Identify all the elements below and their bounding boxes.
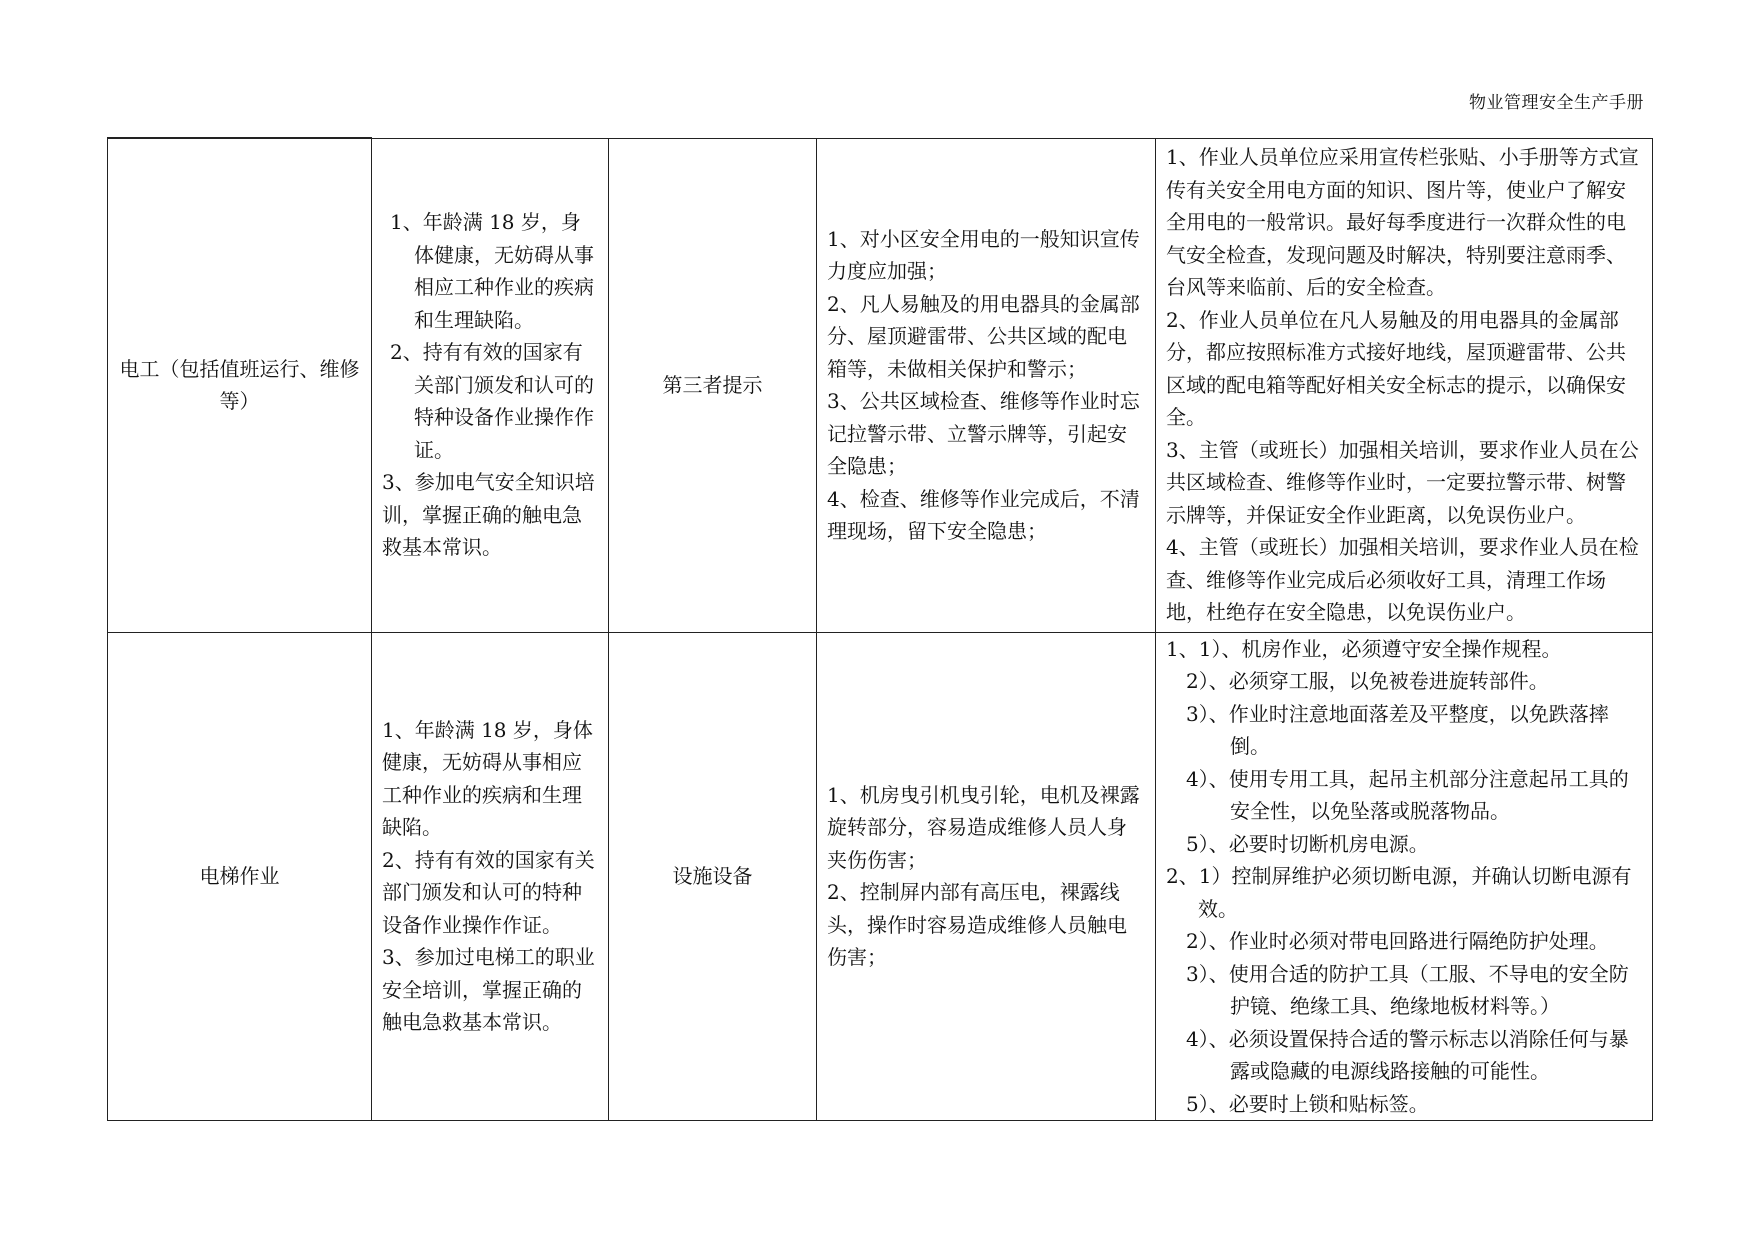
post-cell <box>108 632 372 1121</box>
requirement-item: 3、参加电气安全知识培训，掌握正确的触电急救基本常识。 <box>382 470 595 560</box>
post-name: 电梯作业 <box>199 864 280 888</box>
hazards-cell <box>817 632 1156 1121</box>
requirement-item: 2、持有有效的国家有关部门颁发和认可的特种设备作业操作作证。 <box>390 340 594 462</box>
requirement-item: 3、参加过电梯工的职业安全培训，掌握正确的触电急救基本常识。 <box>382 945 595 1035</box>
measure-item: 3）、作业时注意地面落差及平整度，以免跌落摔倒。 <box>1186 701 1609 758</box>
requirements-cell <box>372 632 609 1121</box>
measure-item: 4、主管（或班长）加强相关培训，要求作业人员在检查、维修等作业完成后必须收好工具，清理工作场地，杜绝存在安全隐患，以免误伤业户。 <box>1166 535 1639 625</box>
measure-item: 1、作业人员单位应采用宣传栏张贴、小手册等方式宣传有关安全用电方面的知识、图片等，使业户了解安全用电的一般常识。最好每季度进行一次群众性的电气安全检查，发现问题及时解决，特别要注意雨季、台风等来临前、后的安全检查。 <box>1166 145 1639 300</box>
measures-cell <box>1156 632 1653 1121</box>
post-name: 电工（包括值班运行、维修等） <box>119 356 360 414</box>
requirements-cell <box>372 138 609 632</box>
measure-item: 3、主管（或班长）加强相关培训，要求作业人员在公共区域检查、维修等作业时，一定要拉警示带、树警示牌等，并保证安全作业距离，以免误伤业户。 <box>1166 437 1639 527</box>
post-cell <box>108 138 372 632</box>
document-header-title: 物业管理安全生产手册 <box>1469 93 1644 113</box>
category-cell <box>609 632 817 1121</box>
measure-item: 2）、必须穿工服，以免被卷进旋转部件。 <box>1186 669 1549 693</box>
hazard-item: 2、控制屏内部有高压电，裸露线头，操作时容易造成维修人员触电伤害； <box>827 880 1127 970</box>
hazard-item: 2、凡人易触及的用电器具的金属部分、屋顶避雷带、公共区域的配电箱等，未做相关保护和警示； <box>827 291 1140 381</box>
hazard-item: 1、机房曳引机曳引轮，电机及裸露旋转部分，容易造成维修人员人身夹伤伤害； <box>827 782 1140 872</box>
requirement-item: 1、年龄满 18 岁，身体健康，无妨碍从事相应工种作业的疾病和生理缺陷。 <box>390 210 594 332</box>
requirement-item: 2、持有有效的国家有关部门颁发和认可的特种设备作业操作作证。 <box>382 847 595 937</box>
category-label: 第三者提示 <box>662 372 763 397</box>
measure-item: 5）、必要时上锁和贴标签。 <box>1186 1091 1429 1116</box>
measure-item: 4）、必须设置保持合适的警示标志以消除任何与暴露或隐藏的电源线路接触的可能性。 <box>1186 1026 1629 1083</box>
measure-item: 2）、作业时必须对带电回路进行隔绝防护处理。 <box>1186 929 1609 953</box>
measure-item: 5）、必要时切断机房电源。 <box>1186 831 1429 856</box>
requirement-item: 1、年龄满 18 岁，身体健康，无妨碍从事相应工种作业的疾病和生理缺陷。 <box>382 717 593 840</box>
category-cell <box>609 138 817 632</box>
measure-item: 2、1）控制屏维护必须切断电源，并确认切断电源有效。 <box>1166 864 1632 921</box>
measure-item: 4）、使用专用工具，起吊主机部分注意起吊工具的安全性，以免坠落或脱落物品。 <box>1186 766 1629 823</box>
hazards-cell <box>817 138 1156 632</box>
table-row <box>108 632 1653 1121</box>
measures-cell <box>1156 138 1653 632</box>
safety-hazard-table <box>107 137 1653 1121</box>
measure-item: 3）、使用合适的防护工具（工服、不导电的安全防护镜、绝缘工具、绝缘地板材料等。） <box>1186 961 1629 1018</box>
measure-item: 2、作业人员单位在凡人易触及的用电器具的金属部分，都应按照标准方式接好地线，屋顶避雷带、公共区域的配电箱等配好相关安全标志的提示，以确保安全。 <box>1166 307 1626 430</box>
category-label: 设施设备 <box>672 864 753 888</box>
hazard-item: 3、公共区域检查、维修等作业时忘记拉警示带、立警示牌等，引起安全隐患； <box>827 389 1140 478</box>
measure-item: 1、1）、机房作业，必须遵守安全操作规程。 <box>1166 636 1562 661</box>
hazard-item: 1、对小区安全用电的一般知识宣传力度应加强； <box>827 226 1140 283</box>
table-row <box>108 138 1653 632</box>
hazard-item: 4、检查、维修等作业完成后，不清理现场，留下安全隐患； <box>827 486 1140 543</box>
